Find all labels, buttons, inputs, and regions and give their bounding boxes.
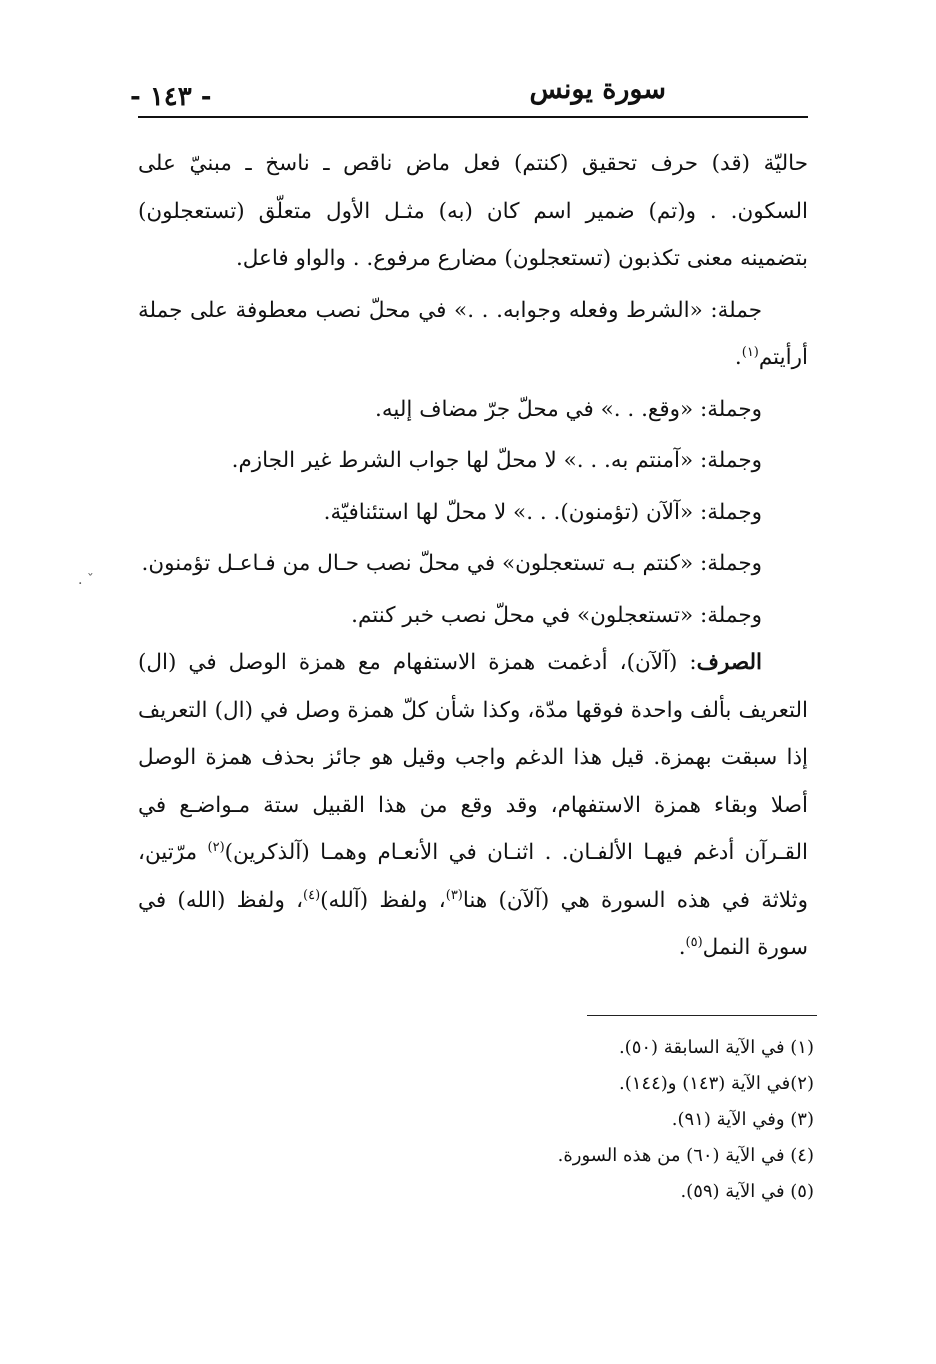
paragraph-irab: حاليّة (قد) حرف تحقيق (كنتم) فعل ماض ناقص ـ ناسخ ـ مبنيّ على السكون. . و(تم) ضمير اسم كان (به) مثـل الأول متعلّق (تستعجلون) بتضمينه معنى تكذبون (تستعجلون) مضارع مرفوع. . والواو فاعل. bbox=[138, 151, 808, 271]
footnote-2: (٢)في الآية (١٤٣) و(١٤٤). bbox=[619, 1073, 814, 1094]
paragraph-jumla-alan: وجملة: «آلآن (تؤمنون). . .» لا محلّ لها استئنافيّة. bbox=[323, 499, 762, 525]
footnote-3: (٣) وفي الآية (٩١). bbox=[671, 1109, 814, 1130]
main-text bbox=[138, 140, 808, 972]
paragraph-jumla-waqaa: وجملة: «وقع. . .» في محلّ جرّ مضاف إليه. bbox=[375, 396, 762, 422]
footnote-1: (١) في الآية السابقة (٥٠). bbox=[618, 1037, 814, 1058]
footnote-marker[interactable]: (٥) bbox=[685, 934, 703, 950]
sarf-text-a: : (آلآن)، أدغمت همزة الاستفهام مع همزة الوصل في (ال) التعريف بألف واحدة فوقها مدّة، وكذا شأن كلّ همزة وصل في (ال) التعريف إذا سبقت بهمزة. قيل هذا الدغم واجب وقيل هو جائز بحذف همزة الوصل أصلا وبقاء همزة الاستفهام، وقد وقع من هذا القبيل ستة مـواضـع في القـرآن أدغم فيهـا الألفـان. . اثنـان في الأنعـام وهمـا (آلذكرين) bbox=[138, 650, 808, 865]
footnotes bbox=[414, 1030, 814, 1210]
sarf-label: الصرف bbox=[696, 650, 762, 675]
paragraph-jumla-kuntum: وجملة: «كنتم بـه تستعجلون» في محلّ نصب حـال من فـاعـل تؤمنون. bbox=[141, 551, 762, 576]
footnote-5: (٥) في الآية (٥٩). bbox=[680, 1181, 814, 1202]
sarf-text-d: ، ولفظ (الله) في سورة النمل bbox=[138, 887, 808, 960]
footnote-marker[interactable]: (٣) bbox=[445, 887, 463, 903]
paragraph-jumla-tastajilun: وجملة: «تستعجلون» في محلّ نصب خبر كنتم. bbox=[351, 602, 762, 628]
margin-specks: . ˇ bbox=[78, 572, 94, 588]
paragraph-end: . bbox=[734, 345, 742, 370]
header-rule bbox=[138, 116, 808, 118]
sarf-text-c: ، ولفظ (آلله) bbox=[320, 887, 446, 913]
page-number: - ١٤٣ - bbox=[130, 82, 212, 112]
sarf-text-e: . bbox=[678, 935, 686, 960]
footnote-marker[interactable]: (٤) bbox=[303, 887, 321, 903]
paragraph-text: جملة: «الشرط وفعله وجوابه. . .» في محلّ نصب معطوفة على جملة أرأيتم bbox=[138, 297, 808, 370]
paragraph-sarf bbox=[138, 639, 808, 972]
paragraph-jumla-amantum: وجملة: «آمنتم به. . .» لا محلّ لها جواب الشرط غير الجازم. bbox=[231, 448, 762, 473]
footnote-marker[interactable]: (٢) bbox=[207, 839, 225, 855]
running-title: سورة يونس bbox=[529, 74, 666, 105]
paragraph-jumla-shart bbox=[138, 287, 808, 382]
sarf-text-b: مرّتين، وثلاثة في هذه السورة هي (آلآن) هنا bbox=[138, 840, 808, 913]
footnote-rule bbox=[587, 1015, 817, 1016]
footnote-marker[interactable]: (١) bbox=[741, 344, 759, 360]
page-header bbox=[130, 70, 808, 116]
footnote-4: (٤) في الآية (٦٠) من هذه السورة. bbox=[557, 1145, 814, 1166]
